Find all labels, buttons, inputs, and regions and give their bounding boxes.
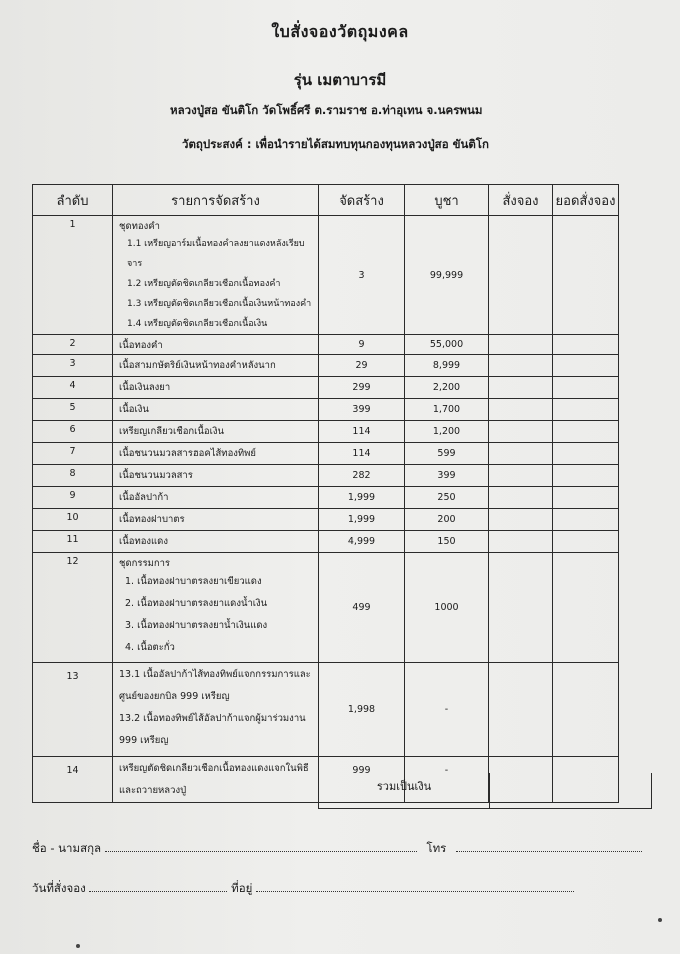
form-title: ใบสั่งจองวัตถุมงคล bbox=[271, 22, 409, 41]
date-address-line bbox=[32, 880, 574, 898]
address-label: ที่อยู่ bbox=[231, 881, 253, 895]
row-price: 200 bbox=[405, 509, 489, 531]
row-price: 399 bbox=[405, 465, 489, 487]
row-no: 10 bbox=[33, 509, 113, 531]
table-row bbox=[33, 216, 619, 335]
row-made: 29 bbox=[319, 355, 405, 377]
row-order-cell[interactable] bbox=[489, 663, 553, 757]
table-row bbox=[33, 335, 619, 355]
row-price: - bbox=[405, 663, 489, 757]
monk-info: หลวงปู่สอ ขันติโก วัดโพธิ์ศรี ต.รามราช อ.ท่าอุเทน จ.นครพนม bbox=[170, 103, 483, 117]
row-item bbox=[113, 757, 319, 803]
row-item: เนื้อทองฝาบาตร bbox=[113, 509, 319, 531]
row-no: 12 bbox=[33, 553, 113, 663]
header-made: จัดสร้าง bbox=[319, 185, 405, 216]
phone-label: โทร bbox=[426, 841, 447, 855]
row-order-cell[interactable] bbox=[489, 443, 553, 465]
table-row bbox=[33, 553, 619, 663]
row-order-cell[interactable] bbox=[489, 399, 553, 421]
row-order-cell[interactable] bbox=[489, 335, 553, 355]
row-no: 13 bbox=[33, 663, 113, 757]
item-line: เหรียญตัดชิดเกลียวเชือกเนื้อทองแดงแจกในพิธี bbox=[119, 763, 309, 774]
name-field[interactable] bbox=[105, 842, 417, 852]
total-box bbox=[318, 773, 652, 809]
item-line: 999 เหรียญ bbox=[119, 735, 169, 746]
item-line: 13.2 เนื้อทองทิพย์ไส้อัลปาก้าแจกผู้มาร่วมงาน bbox=[119, 713, 306, 724]
row-total-cell[interactable] bbox=[553, 216, 619, 335]
row-price: 2,200 bbox=[405, 377, 489, 399]
row-made: 114 bbox=[319, 443, 405, 465]
row-order-cell[interactable] bbox=[489, 377, 553, 399]
row-order-cell[interactable] bbox=[489, 465, 553, 487]
row-title: ชุดทองคำ bbox=[119, 221, 160, 232]
row-title: ชุดกรรมการ bbox=[119, 558, 171, 569]
paper-mark bbox=[76, 944, 80, 948]
row-made: 999 bbox=[319, 757, 405, 803]
table-row bbox=[33, 663, 619, 757]
row-no: 8 bbox=[33, 465, 113, 487]
row-made: 282 bbox=[319, 465, 405, 487]
header-price: บูชา bbox=[405, 185, 489, 216]
row-item: เหรียญเกลียวเชือกเนื้อเงิน bbox=[113, 421, 319, 443]
row-order-cell[interactable] bbox=[489, 509, 553, 531]
row-total-cell[interactable] bbox=[553, 377, 619, 399]
row-made: 1,999 bbox=[319, 487, 405, 509]
row-no: 14 bbox=[33, 757, 113, 803]
sub-item: 1. เนื้อทองฝาบาตรลงยาเขียวแดง bbox=[125, 576, 262, 587]
row-item: เนื้อเงิน bbox=[113, 399, 319, 421]
address-field[interactable] bbox=[256, 882, 574, 892]
table-row bbox=[33, 531, 619, 553]
table-row bbox=[33, 509, 619, 531]
row-item: เนื้อเงินลงยา bbox=[113, 377, 319, 399]
name-label: ชื่อ - นามสกุล bbox=[32, 841, 102, 855]
table-row bbox=[33, 443, 619, 465]
sub-item: 4. เนื้อตะกั่ว bbox=[125, 642, 175, 653]
row-total-cell[interactable] bbox=[553, 487, 619, 509]
row-made: 499 bbox=[319, 553, 405, 663]
paper-mark bbox=[658, 918, 662, 922]
row-no: 11 bbox=[33, 531, 113, 553]
item-line: ศูนย์ของยกบิล 999 เหรียญ bbox=[119, 691, 230, 702]
row-item: เนื้อทองแดง bbox=[113, 531, 319, 553]
row-price: 99,999 bbox=[405, 216, 489, 335]
table-row bbox=[33, 487, 619, 509]
row-item: เนื้อชนวนมวลสารฮอคไส้ทองทิพย์ bbox=[113, 443, 319, 465]
row-order-cell[interactable] bbox=[489, 531, 553, 553]
row-item: เนื้อสามกษัตริย์เงินหน้าทองคำหลังนาก bbox=[113, 355, 319, 377]
row-made: 399 bbox=[319, 399, 405, 421]
row-price: 55,000 bbox=[405, 335, 489, 355]
row-total-cell[interactable] bbox=[553, 355, 619, 377]
row-no: 7 bbox=[33, 443, 113, 465]
sub-item: 1.1 เหรียญอาร์มเนื้อทองคำลงยาแดงหลังเรียบจาร bbox=[127, 239, 305, 269]
table-header-row bbox=[33, 185, 619, 216]
date-label: วันที่สั่งจอง bbox=[32, 881, 86, 895]
row-order-cell[interactable] bbox=[489, 216, 553, 335]
row-order-cell[interactable] bbox=[489, 421, 553, 443]
row-total-cell[interactable] bbox=[553, 509, 619, 531]
row-total-cell[interactable] bbox=[553, 465, 619, 487]
row-made: 1,998 bbox=[319, 663, 405, 757]
header-no: ลำดับ bbox=[33, 185, 113, 216]
row-total-cell[interactable] bbox=[553, 399, 619, 421]
row-item bbox=[113, 663, 319, 757]
row-order-cell[interactable] bbox=[489, 487, 553, 509]
row-no: 9 bbox=[33, 487, 113, 509]
row-made: 1,999 bbox=[319, 509, 405, 531]
header-total: ยอดสั่งจอง bbox=[553, 185, 619, 216]
row-price: 150 bbox=[405, 531, 489, 553]
row-no: 3 bbox=[33, 355, 113, 377]
table-row bbox=[33, 377, 619, 399]
row-price: 250 bbox=[405, 487, 489, 509]
row-price: 8,999 bbox=[405, 355, 489, 377]
row-item: เนื้อทองคำ bbox=[113, 335, 319, 355]
row-made: 299 bbox=[319, 377, 405, 399]
sub-item: 1.4 เหรียญตัดชิดเกลียวเชือกเนื้อเงิน bbox=[127, 319, 268, 329]
row-item: เนื้อชนวนมวลสาร bbox=[113, 465, 319, 487]
table-row bbox=[33, 399, 619, 421]
date-field[interactable] bbox=[89, 882, 227, 892]
table-row bbox=[33, 465, 619, 487]
row-item bbox=[113, 553, 319, 663]
row-no: 5 bbox=[33, 399, 113, 421]
row-price: 1,200 bbox=[405, 421, 489, 443]
row-price: - bbox=[405, 757, 489, 803]
order-table bbox=[32, 184, 619, 803]
row-total-cell[interactable] bbox=[553, 421, 619, 443]
row-price: 1000 bbox=[405, 553, 489, 663]
row-made: 4,999 bbox=[319, 531, 405, 553]
sub-item: 1.3 เหรียญตัดชิดเกลียวเชือกเนื้อเงินหน้าทองคำ bbox=[127, 299, 312, 309]
row-item bbox=[113, 216, 319, 335]
row-item: เนื้ออัลปาก้า bbox=[113, 487, 319, 509]
row-total-cell[interactable] bbox=[553, 531, 619, 553]
phone-field[interactable] bbox=[456, 842, 642, 852]
purpose-text: วัตถุประสงค์ : เพื่อนำรายได้สมทบทุนกองทุนหลวงปู่สอ ขันติโก bbox=[182, 137, 489, 151]
header-order: สั่งจอง bbox=[489, 185, 553, 216]
row-no: 2 bbox=[33, 335, 113, 355]
row-price: 599 bbox=[405, 443, 489, 465]
header-item: รายการจัดสร้าง bbox=[113, 185, 319, 216]
row-total-cell[interactable] bbox=[553, 335, 619, 355]
row-price: 1,700 bbox=[405, 399, 489, 421]
row-total-cell[interactable] bbox=[553, 553, 619, 663]
table-row bbox=[33, 355, 619, 377]
row-no: 1 bbox=[33, 216, 113, 335]
sub-item: 2. เนื้อทองฝาบาตรลงยาแดงน้ำเงิน bbox=[125, 598, 268, 609]
row-order-cell[interactable] bbox=[489, 553, 553, 663]
row-made: 114 bbox=[319, 421, 405, 443]
table-row bbox=[33, 421, 619, 443]
sub-item: 3. เนื้อทองฝาบาตรลงยาน้ำเงินแดง bbox=[125, 620, 268, 631]
row-total-cell[interactable] bbox=[553, 443, 619, 465]
row-no: 4 bbox=[33, 377, 113, 399]
sub-item: 1.2 เหรียญตัดชิดเกลียวเชือกเนื้อทองคำ bbox=[127, 279, 281, 289]
name-line bbox=[32, 840, 642, 858]
row-order-cell[interactable] bbox=[489, 355, 553, 377]
row-no: 6 bbox=[33, 421, 113, 443]
row-made: 3 bbox=[319, 216, 405, 335]
total-label: รวมเป็นเงิน bbox=[319, 773, 490, 808]
series-name: รุ่น เมตาบารมี bbox=[293, 71, 387, 89]
row-total-cell[interactable] bbox=[553, 663, 619, 757]
item-line: 13.1 เนื้ออัลปาก้าไส้ทองทิพย์แจกกรรมการและ bbox=[119, 669, 311, 680]
row-made: 9 bbox=[319, 335, 405, 355]
item-line: และถวายหลวงปู่ bbox=[119, 785, 187, 796]
